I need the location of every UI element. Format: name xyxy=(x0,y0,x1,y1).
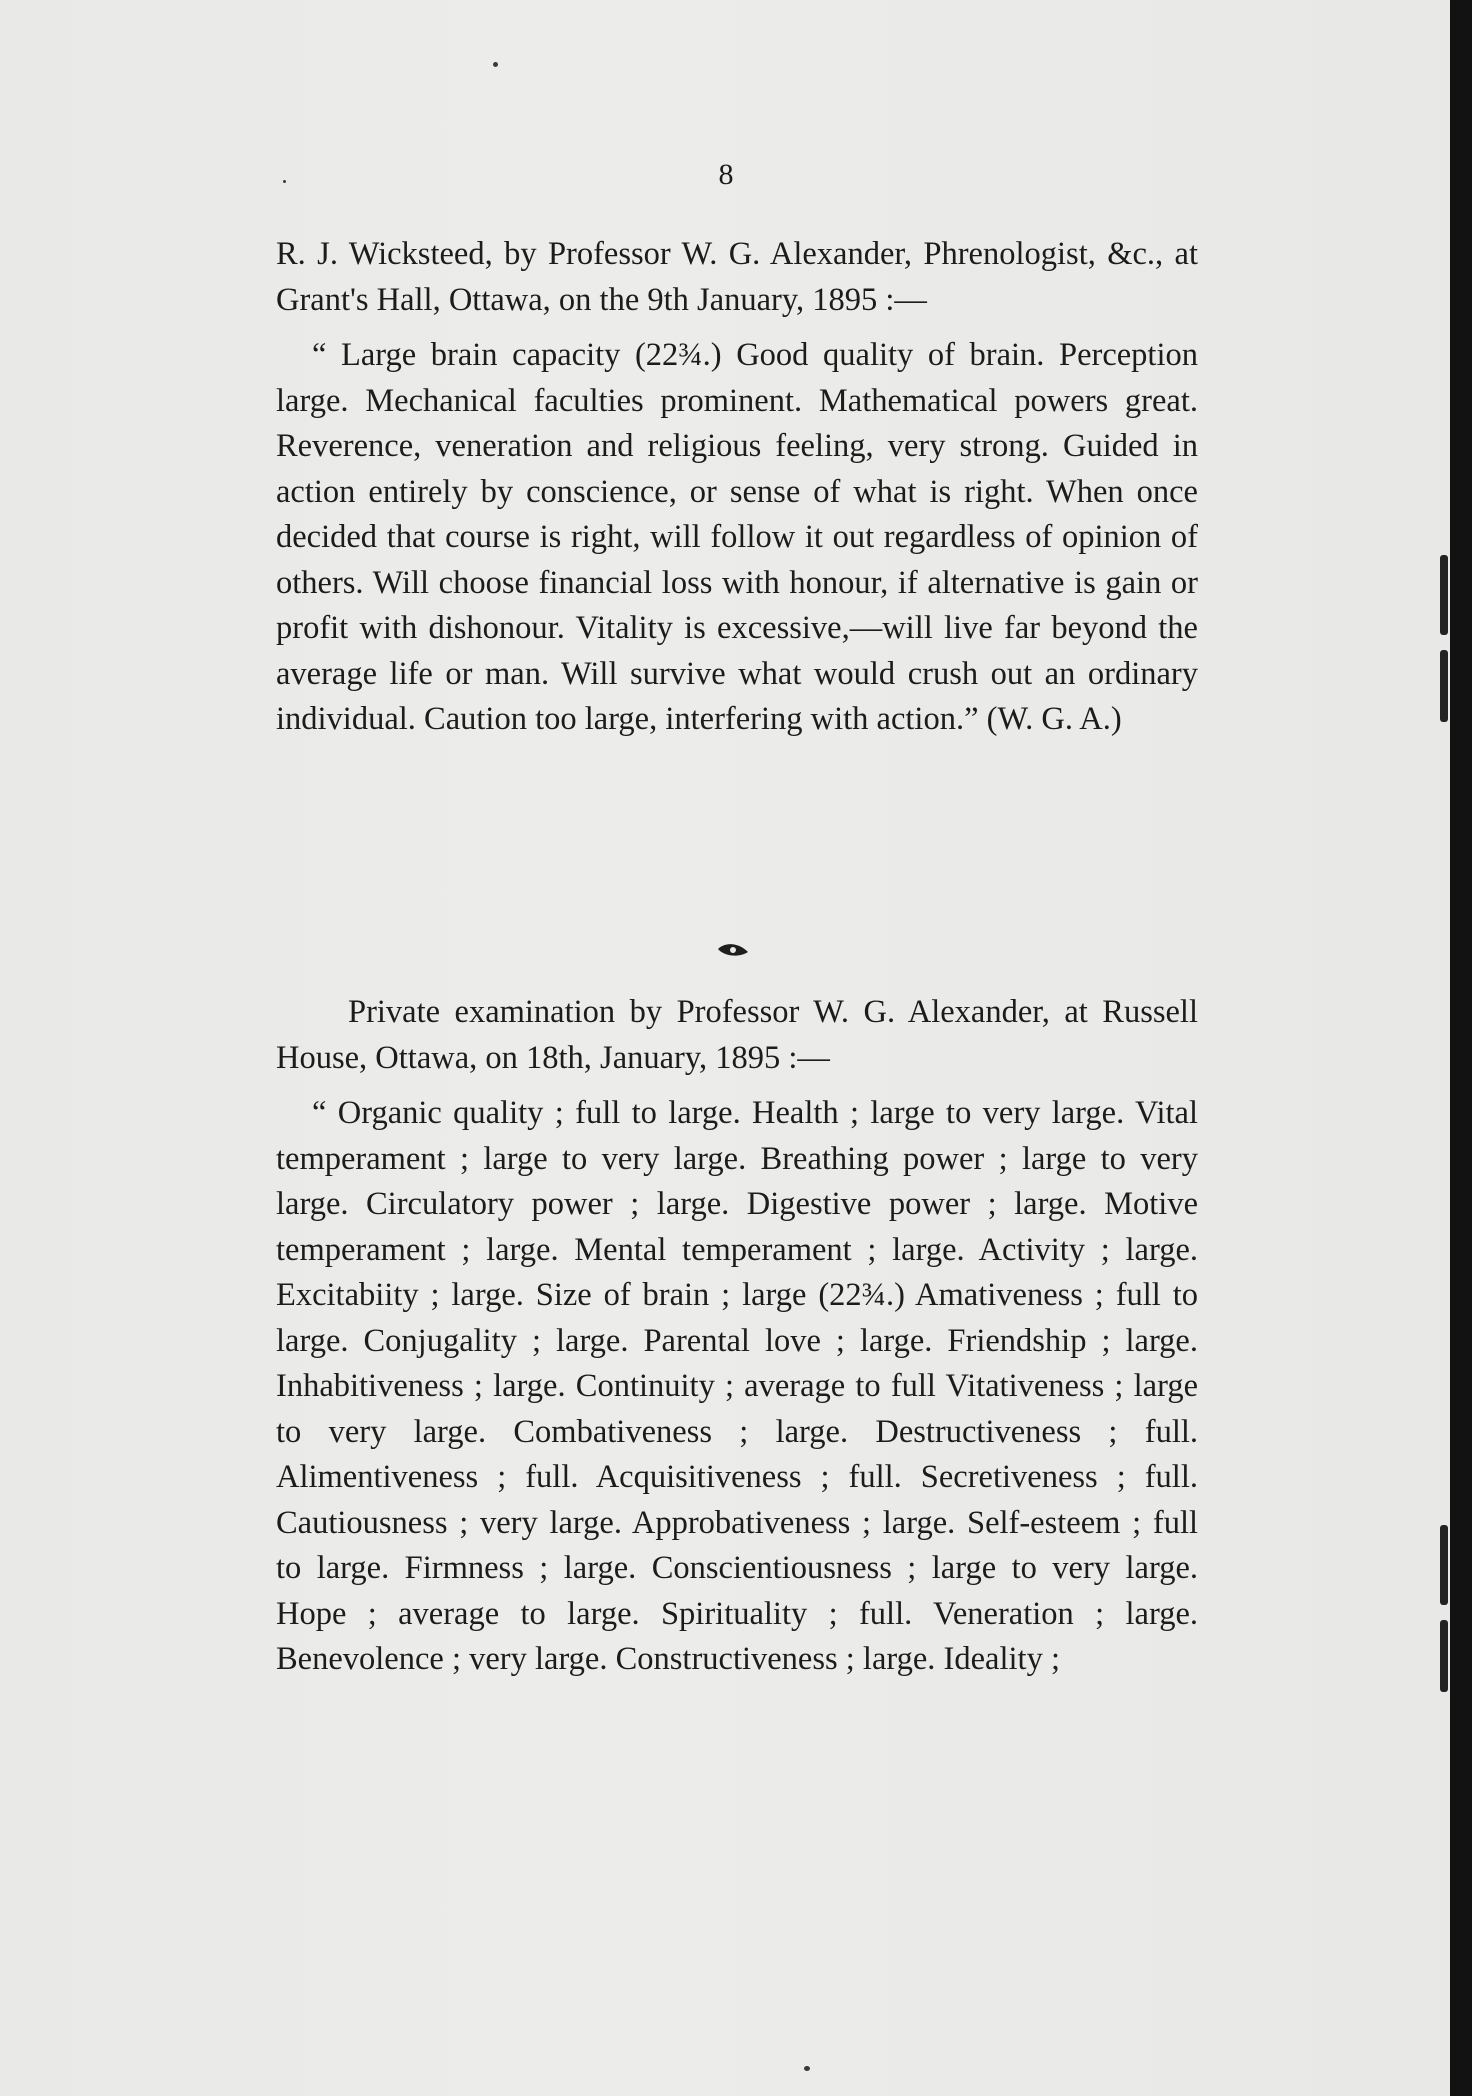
binding-mark xyxy=(1440,1620,1448,1692)
binding-mark xyxy=(1440,1525,1448,1605)
page-speck xyxy=(804,2066,810,2071)
record-private-examination-quote: “ Organic quality ; full to large. Health ; large to very large. Vital temperament ; large to very large. Breathing power ; large to very large. Circulatory power ; large. Digestive power ; large. Motive temperament ; large. Mental temperament ; large. Activity ; large. Excitabiity ; large. Size of brain ; large (22¾.) Amativeness ; full to large. Conjugality ; large. Parental love ; large. Friendship ; large. Inhabitiveness ; large. Continuity ; average to full Vitativeness ; large to very large. Combativeness ; large. Destructiveness ; full. Alimentiveness ; full. Acquisitiveness ; full. Secretiveness ; full. Cautiousness ; very large. Approbativeness ; large. Self-esteem ; full to large. Firmness ; large. Conscientiousness ; large to very large. Hope ; average to large. Spirituality ; full. Veneration ; large. Benevolence ; very large. Constructiveness ; large. Ideality ; xyxy=(276,1095,1198,1677)
record-wicksteed-quote: “ Large brain capacity (22¾.) Good quality of brain. Perception large. Mechanical faculties prominent. Mathematical powers great. Reverence, veneration and religious feeling, very strong. Guided in action entirely by conscience, or sense of what is right. When once decided that course is right, will follow it out regardless of opinion of others. Will choose financial loss with honour, if alternative is gain or profit with dishonour. Vitality is excessive,—will live far beyond the average life or man. Will survive what would crush out an ordinary individual. Caution too large, interfering with action.” (W. G. A.) xyxy=(276,337,1198,737)
record-wicksteed xyxy=(276,232,1198,743)
record-private-examination xyxy=(276,990,1198,1683)
page-number: 8 xyxy=(718,158,734,191)
page-speck xyxy=(493,62,498,67)
section-divider-ornament xyxy=(716,940,750,962)
record-wicksteed-intro: R. J. Wicksteed, by Professor W. G. Alexander, Phrenologist, &c., at Grant's Hall, Ottawa, on the 9th January, 1895 :— xyxy=(276,236,1198,318)
binding-mark xyxy=(1440,650,1448,722)
page-right-edge xyxy=(1450,0,1472,2096)
binding-mark xyxy=(1440,555,1448,635)
record-private-examination-intro: Private examination by Professor W. G. Alexander, at Russell House, Ottawa, on 18th, January, 1895 :— xyxy=(276,994,1198,1076)
